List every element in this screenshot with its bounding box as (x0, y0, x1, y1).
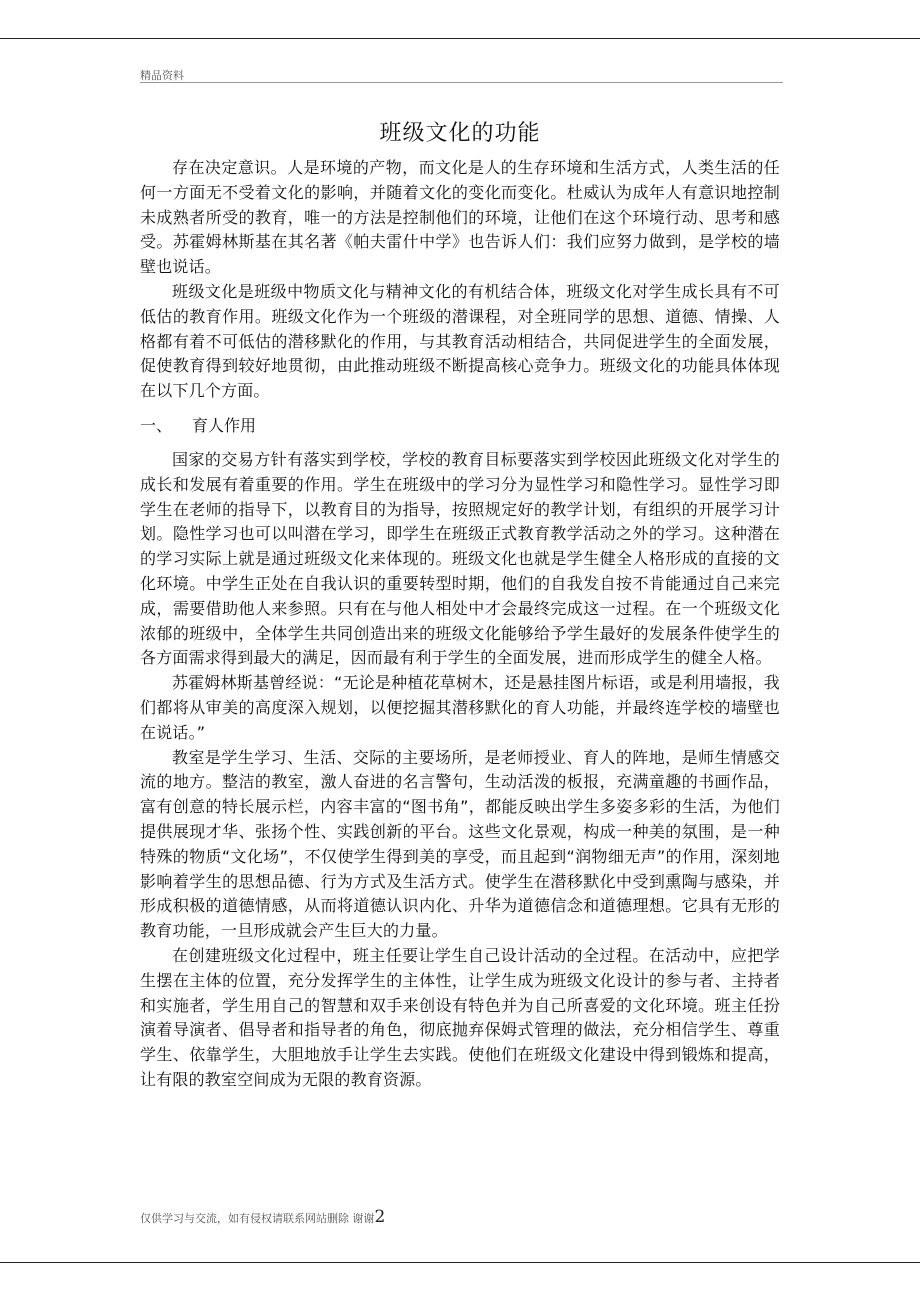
body-paragraph: 在创建班级文化过程中，班主任要让学生自己设计活动的全过程。在活动中，应把学生摆在主体的位置，充分发挥学生的主体性，让学生成为班级文化设计的参与者、主持者和实施者，学生用自己的智慧和双手来创设有特色并为自己所喜爱的文化环境。班主任扮演着导演者、倡导者和指导者的角色，彻底抛弃保姆式管理的做法，充分相信学生、尊重学生、依靠学生，大胆地放手让学生去实践。使他们在班级文化建设中得到锻炼和提高，让有限的教室空间成为无限的教育资源。 (140, 945, 780, 1089)
footer-text: 仅供学习与交流，如有侵权请联系网站删除 谢谢 (140, 1212, 375, 1225)
section-heading (140, 414, 780, 438)
document-title: 班级文化的功能 (379, 121, 541, 146)
document-body (140, 116, 780, 1093)
page-top-border (0, 38, 920, 39)
intro-paragraph: 存在决定意识。人是环境的产物，而文化是人的生存环境和生活方式，人类生活的任何一方面无不受着文化的影响，并随着文化的变化而变化。杜威认为成年人有意识地控制未成熟者所受的教育，唯一的方法是控制他们的环境，让他们在这个环境行动、思考和感受。苏霍姆林斯基在其名著《帕夫雷什中学》也告诉人们：我们应努力做到，是学校的墙壁也说话。 (140, 158, 780, 277)
body-paragraph: 教室是学生学习、生活、交际的主要场所，是老师授业、育人的阵地，是师生情感交流的地方。整洁的教室，激人奋进的名言警句，生动活泼的板报，充满童趣的书画作品，富有创意的特长展示栏，内容丰富的“图书角”，都能反映出学生多姿多彩的生活，为他们提供展现才华、张扬个性、实践创新的平台。这些文化景观，构成一种美的氛围，是一种特殊的物质“文化场”，不仅使学生得到美的享受，而且起到“润物细无声”的作用，深刻地影响着学生的思想品德、行为方式及生活方式。使学生在潜移默化中受到熏陶与感染，并形成积极的道德情感，从而将道德认识内化、升华为道德信念和道德理想。它具有无形的教育功能，一旦形成就会产生巨大的力量。 (140, 747, 780, 941)
page-number: 2 (374, 1207, 386, 1227)
body-paragraph: 苏霍姆林斯基曾经说：“无论是种植花草树木，还是悬挂图片标语，或是利用墙报，我们都将从审美的高度深入规划，以便挖掘其潜移默化的育人功能，并最终连学校的墙壁也在说话。” (140, 673, 780, 742)
body-paragraph: 国家的交易方针有落实到学校，学校的教育目标要落实到学校因此班级文化对学生的成长和发展有着重要的作用。学生在班级中的学习分为显性学习和隐性学习。显性学习即学生在老师的指导下，以教育目的为指导，按照规定好的教学计划，有组织的开展学习计划。隐性学习也可以叫潜在学习，即学生在班级正式教育教学活动之外的学习。这种潜在的学习实际上就是通过班级文化来体现的。班级文化也就是学生健全人格形成的直接的文化环境。中学生正处在自我认识的重要转型时期，他们的自我发自按不肯能通过自己来完成，需要借助他人来参照。只有在与他人相处中才会最终完成这一过程。在一个班级文化浓郁的班级中，全体学生共同创造出来的班级文化能够给予学生最好的发展条件使学生的各方面需求得到最大的满足，因而最有利于学生的全面发展，进而形成学生的健全人格。 (140, 449, 780, 668)
header-label: 精品资料 (140, 69, 184, 82)
intro-paragraph: 班级文化是班级中物质文化与精神文化的有机结合体，班级文化对学生成长具有不可低估的教育作用。班级文化作为一个班级的潜课程，对全班同学的思想、道德、情操、人格都有着不可低估的潜移默化的作用，与其教育活动相结合，共同促进学生的全面发展，促使教育得到较好地贯彻，由此推动班级不断提高核心竞争力。班级文化的功能具体体现在以下几个方面。 (140, 281, 780, 401)
section-title: 育人作用 (192, 415, 257, 435)
page-header (140, 64, 783, 83)
section-number: 一、 (140, 415, 173, 435)
page-footer (140, 1206, 385, 1230)
page-bottom-border (0, 1262, 920, 1263)
